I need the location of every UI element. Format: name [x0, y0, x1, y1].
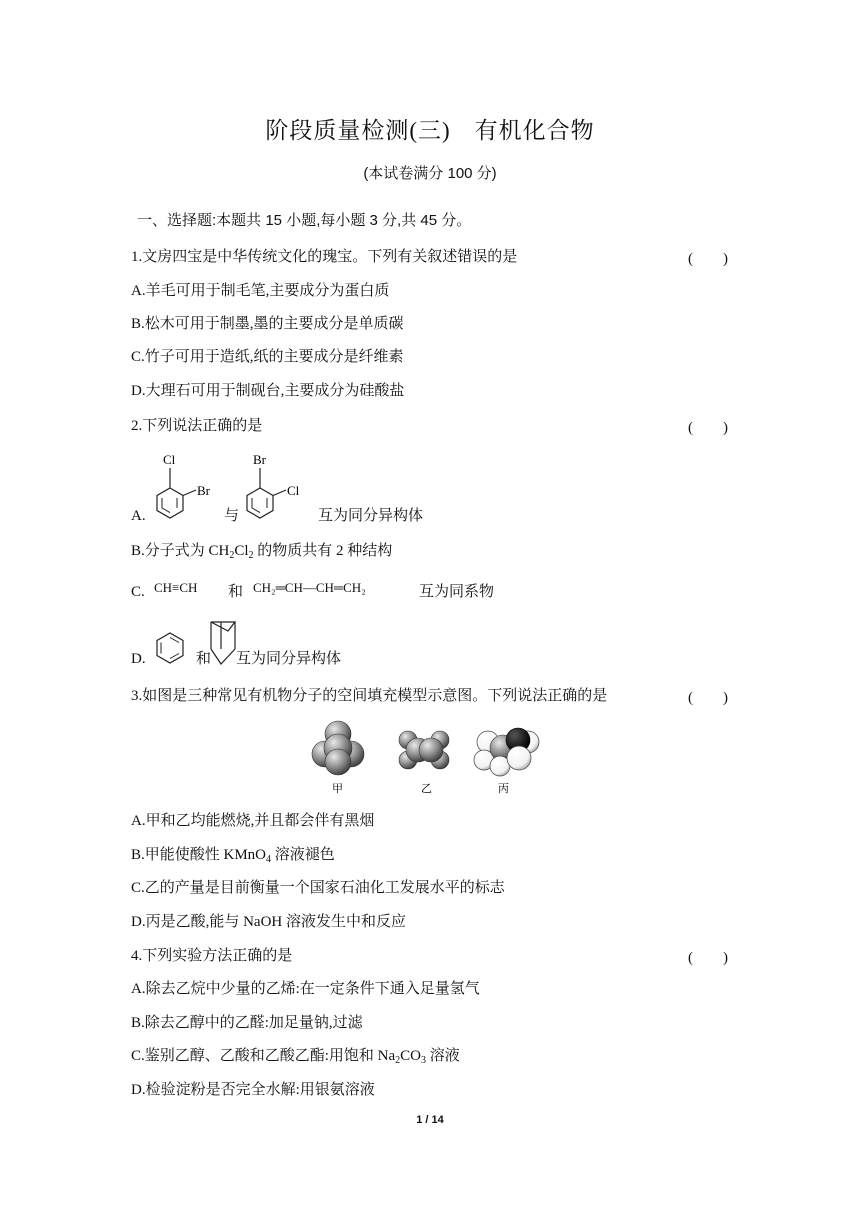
figure-label-yi: 乙 — [421, 783, 432, 795]
q3-answer-paren: ( ) — [688, 690, 728, 706]
q3-option-a: A.甲和乙均能燃烧,并且都会伴有黑烟 — [131, 813, 375, 829]
q4-option-c: C.鉴别乙醇、乙酸和乙酸乙酯:用饱和 $Na_2CO_3$ 溶液 — [131, 1048, 460, 1066]
q2-stem: 2.下列说法正确的是 — [131, 418, 263, 434]
section-heading: 一、选择题:本题共 15 小题,每小题 3 分,共 45 分。 — [137, 212, 472, 229]
page-number: 1 / 14 — [416, 1114, 444, 1126]
q3-option-c: C.乙的产量是目前衡量一个国家石油化工发展水平的标志 — [131, 880, 505, 896]
q2-option-a-label: A. — [131, 508, 146, 524]
substituent-label: Br — [197, 483, 210, 498]
ethylene-model — [399, 731, 449, 769]
q4-answer-paren: ( ) — [688, 950, 728, 966]
substituent-label: Br — [253, 452, 266, 467]
chlorobromobenzene-structure-1 — [146, 450, 226, 530]
q1-option-b: B.松木可用于制墨,墨的主要成分是单质碳 — [131, 316, 404, 332]
benzene-structure — [152, 630, 188, 666]
q1-option-d: D.大理石可用于制砚台,主要成分为硅酸盐 — [131, 383, 405, 399]
q2-option-c-and: 和 — [228, 584, 244, 600]
q1-answer-paren: ( ) — [688, 251, 728, 267]
q2-option-a-and: 与 — [224, 508, 240, 524]
figure-label-bing: 丙 — [498, 783, 509, 795]
q1-stem: 1.文房四宝是中华传统文化的瑰宝。下列有关叙述错误的是 — [131, 249, 518, 265]
q2-option-d-label: D. — [131, 651, 146, 667]
full-score-note: (本试卷满分 100 分) — [363, 165, 497, 182]
substituent-label: Cl — [287, 483, 300, 498]
q2-option-d-and: 和 — [196, 651, 212, 667]
q3-option-d: D.丙是乙酸,能与 NaOH 溶液发生中和反应 — [131, 914, 406, 930]
methane-model — [312, 721, 364, 775]
q4-option-d: D.检验淀粉是否完全水解:用银氨溶液 — [131, 1082, 375, 1098]
q2-option-b: B.分子式为 $CH_2Cl_2$ 的物质共有 2 种结构 — [131, 543, 393, 561]
q1-option-a: A.羊毛可用于制毛笔,主要成分为蛋白质 — [131, 283, 390, 299]
figure-label-jia: 甲 — [332, 783, 343, 795]
chlorobromobenzene-structure-2 — [236, 450, 316, 530]
q3-option-b: B.甲能使酸性 KMnO$_4$ 溶液褪色 — [131, 847, 335, 865]
ethanol-model — [474, 728, 539, 776]
substituent-label: Cl — [163, 452, 176, 467]
q4-option-a: A.除去乙烷中少量的乙烯:在一定条件下通入足量氢气 — [131, 981, 480, 997]
q2-answer-paren: ( ) — [688, 420, 728, 436]
q1-option-c: C.竹子可用于造纸,纸的主要成分是纤维素 — [131, 349, 404, 365]
q4-stem: 4.下列实验方法正确的是 — [131, 948, 293, 964]
acetylene-formula: CH≡CH — [154, 580, 198, 595]
q2-option-c-tail: 互为同系物 — [419, 584, 495, 600]
q2-option-d-tail: 互为同分异构体 — [236, 651, 342, 667]
q2-option-a-tail: 互为同分异构体 — [318, 508, 424, 524]
page-title: 阶段质量检测(三) 有机化合物 — [265, 118, 595, 143]
q3-stem: 3.如图是三种常见有机物分子的空间填充模型示意图。下列说法正确的是 — [131, 688, 608, 704]
q2-option-c-label: C. — [131, 584, 145, 600]
butadiene-formula: CH₂═CH—CH═CH₂ — [253, 580, 366, 595]
q4-option-b: B.除去乙醇中的乙醛:加足量钠,过滤 — [131, 1015, 363, 1031]
space-filling-models-figure — [310, 718, 550, 802]
